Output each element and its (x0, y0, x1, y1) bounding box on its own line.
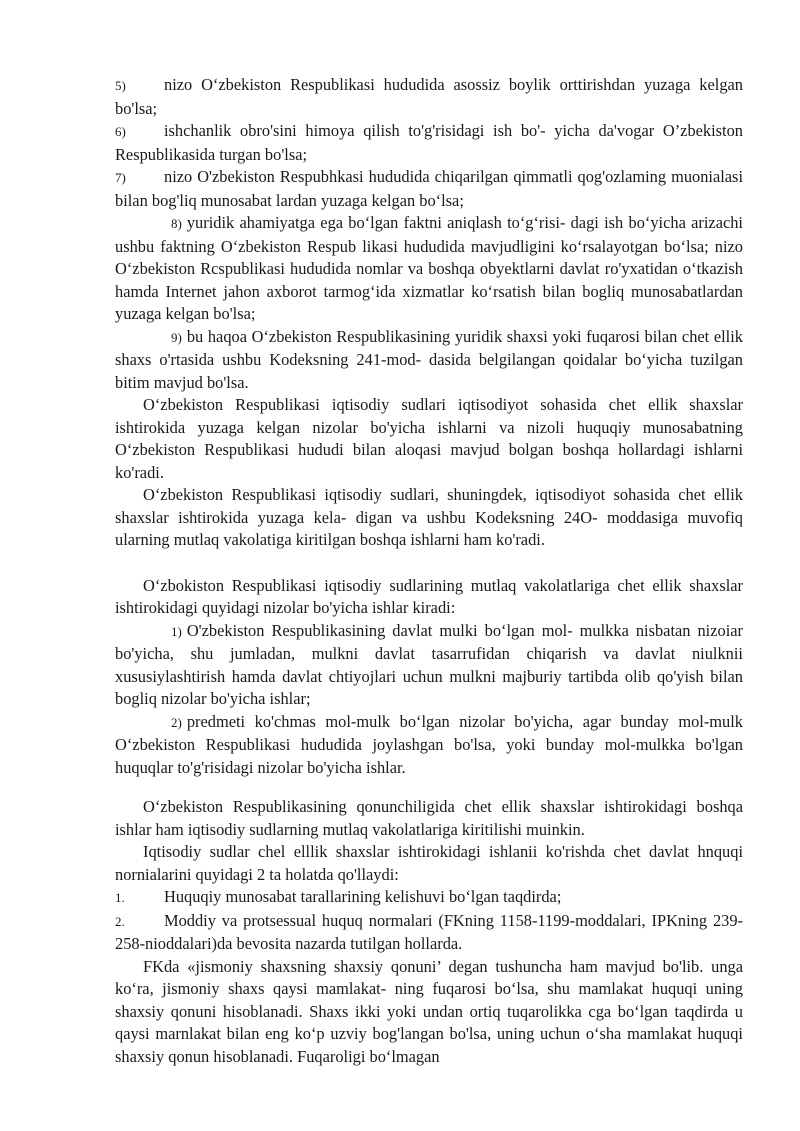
body-paragraph: O‘zbekiston Respublikasi iqtisodiy sudlari iqtisodiyot sohasida chet ellik shaxslar ishtirokida yuzaga kelgan nizolar bo'yicha ishlarni va nizoli huquqiy munosabatning O‘zbekiston Respublikasi hududi bilan aloqasi mavjud bolgan boshqa hollardagi ishlarni ko'radi. (115, 395, 743, 482)
list-number: 5) (115, 78, 126, 93)
body-paragraph: O‘zbekiston Respublikasi iqtisodiy sudlari, shuningdek, iqtisodiyot sohasida chet ellik shaxslar ishtirokida yuzaga kela- digan va ushbu Kodeksning 24O- moddasiga muvofiq ularning mutlaq vakolatiga kiritilgan boshqa ishlarni ham ko'radi. (115, 485, 743, 549)
list-item-5 (115, 74, 743, 120)
list-item-text: yuridik ahamiyatga ega bo‘lgan faktni aniqlash to‘g‘risi- dagi ish bo‘yicha arizachi ushbu faktning O‘zbekiston Respub likasi hududida mavjudligini ko‘rsalayotgan bo‘lsa; nizo O‘zbekiston Rcspublikasi hududida nomlar va boshqa obyektlarni davlat ro'yxatidan o‘tkazish hamda Internet jahon axborot tarmog‘ida xizmatlar ko‘rsatish bilan bogliq munosabatlardan yuzaga kelgan bo'lsa; (115, 213, 743, 323)
list-number: 1. (115, 890, 125, 905)
list-item-8 (115, 212, 743, 326)
numbered-item-1 (115, 886, 743, 910)
list-item-text: bu haqoa O‘zbekiston Respublikasining yuridik shaxsi yoki fuqarosi bilan chet ellik shaxs o'rtasida ushbu Kodeksning 241-mod- dasida belgilangan qoidalar bo‘yicha tuzilgan bitim mavjud bo'lsa. (115, 326, 743, 392)
body-paragraph: FKda «jismoniy shaxsning shaxsiy qonuni’ degan tushuncha ham mavjud bo'lib. unga ko‘ra, jismoniy shaxs qaysi mamlakat- ning fuqarosi bo‘lsa, shu mamlakat huquqi uning shaxsiy qonuni hisoblanadi. Shaxs ikki yoki undan ortiq tuqarolikka cga bo‘lgan taqdirda u qaysi marnlakat bilan eng ko‘p uzviy bog'langan bo'lsa, uning uchun o‘sha mamlakat huquqi shaxsiy qonun hisoblanadi. Fuqaroligi bo‘lmagan (115, 956, 743, 1066)
list-number: 2) (171, 714, 182, 730)
list-number: 9) (171, 329, 182, 345)
list-item-text: Moddiy va protsessual huquq normalari (FKning 1158-1199-moddalari, IPKning 239-258-nioddalari)da bevosita nazarda tutilgan hollarda. (115, 910, 743, 953)
list-item-text: Huquqiy munosabat tarallarining kelishuvi bo‘lgan taqdirda; (164, 887, 562, 906)
list-item-6 (115, 120, 743, 166)
body-paragraph: O‘zbokiston Respublikasi iqtisodiy sudlarining mutlaq vakolatlariga chet ellik shaxslar ishtirokidagi quyidagi nizolar bo'yicha ishlar kiradi: (115, 575, 743, 617)
list-item-text: predmeti ko'chmas mol-mulk bo‘lgan nizolar bo'yicha, agar bunday mol-mulk O‘zbekiston Respublikasi hududida joylashgan bo'lsa, yoki bunday mol-mulkka bo'lgan huquqlar to'g'risidagi nizolar bo'yicha ishlar. (115, 711, 743, 777)
list-item-9 (115, 326, 743, 395)
list-item-text: O'zbekiston Respublikasining davlat mulki bo‘lgan mol- mulkka nisbatan nizoiar bo'yicha, shu jumladan, mulkni davlat tasarrufidan chiqarish va davlat niulknii xususiylashtirish hamda davlat chtiyojlari uchun mulkni majburiy tartibda olib qo'yish bilan bogliq nizolar bo'yicha ishlar; (115, 620, 743, 708)
list-item-2 (115, 711, 743, 780)
body-paragraph: Iqtisodiy sudlar chel elllik shaxslar ishtirokidagi ishlanii ko'rishda chet davlat hnquqi nornialarini quyidagi 2 ta holatda qo'llaydi: (115, 842, 743, 884)
list-item-text: nizo O‘zbekiston Respublikasi hududida asossiz boylik orttirishdan yuzaga kelgan bo'lsa; (115, 75, 743, 118)
body-paragraph: O‘zbekiston Respublikasining qonunchiligida chet ellik shaxslar ishtirokidagi boshqa ishlar ham iqtisodiy sudlarning mutlaq vakolatlariga kiritilishi muinkin. (115, 797, 743, 839)
list-item-7 (115, 166, 743, 212)
document-page (115, 74, 743, 1068)
list-item-text: nizo O'zbekiston Respubhkasi hududida chiqarilgan qimmatli qog'ozlaming muonialasi bilan bog'liq munosabat lardan yuzaga kelgan bo‘lsa; (115, 167, 743, 210)
numbered-item-2 (115, 910, 743, 956)
list-number: 2. (115, 913, 125, 929)
list-number: 6) (115, 124, 126, 139)
list-number: 1) (171, 623, 182, 639)
list-item-1 (115, 620, 743, 711)
list-number: 7) (115, 170, 126, 185)
list-item-text: ishchanlik obro'sini himoya qilish to'g'risidagi ish bo'- yicha da'vogar O’zbekiston Respublikasida turgan bo'lsa; (115, 121, 743, 164)
list-number: 8) (171, 216, 182, 231)
